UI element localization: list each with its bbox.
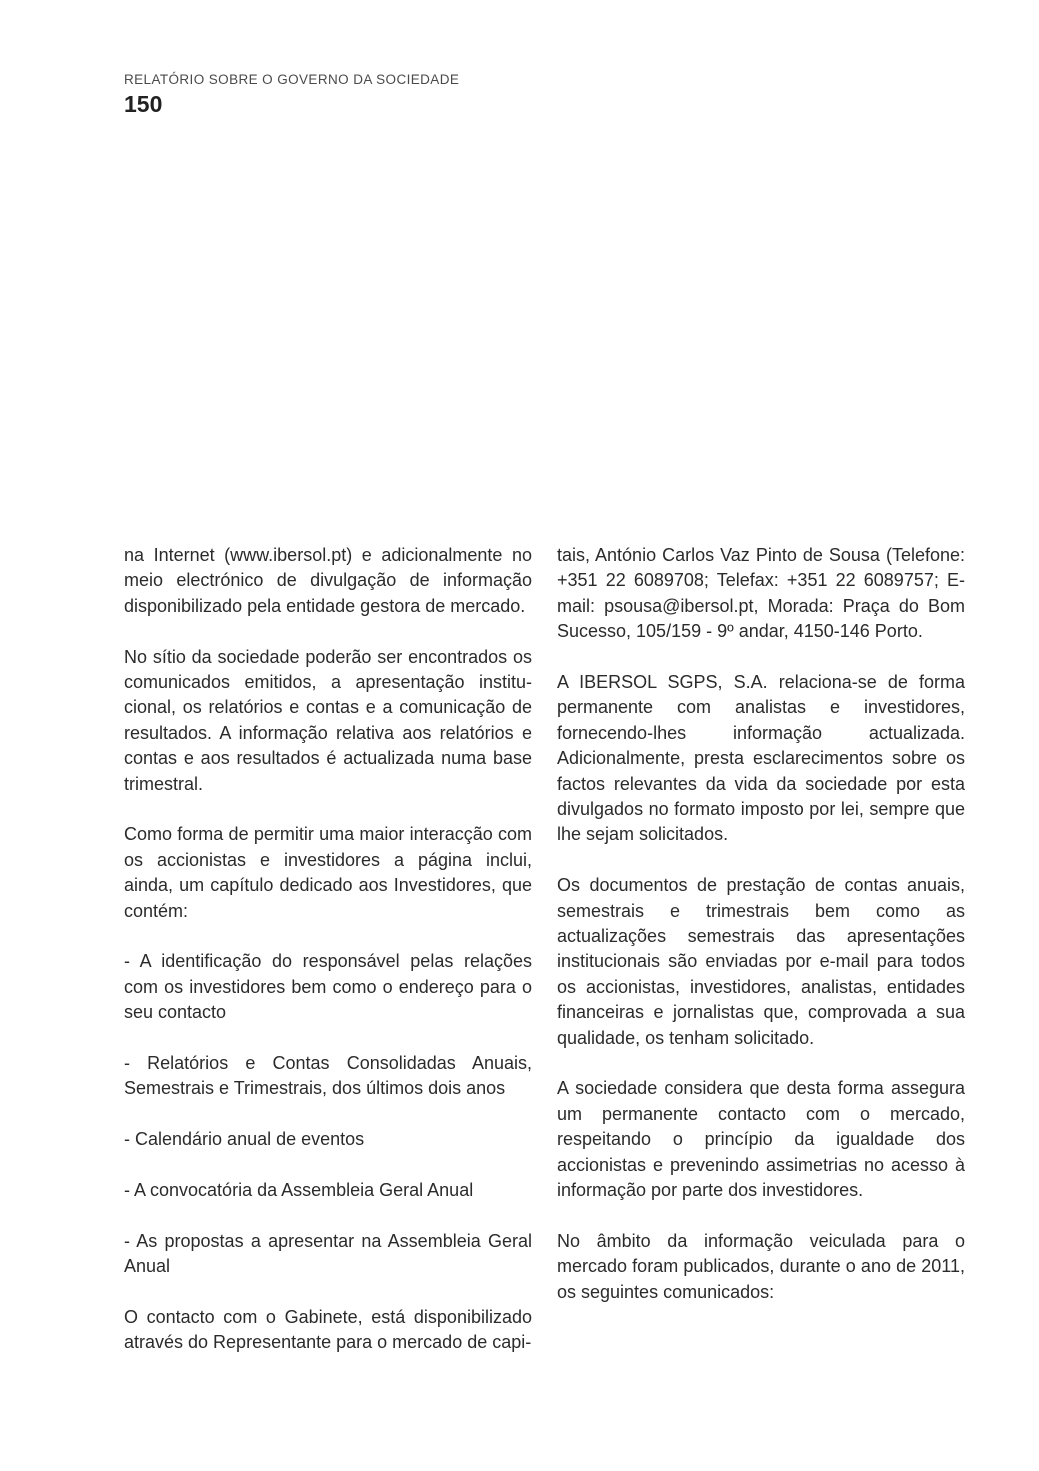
page-number: 150	[124, 91, 163, 117]
list-item: - As propostas a apresentar na Assembleia Geral Anual	[124, 1230, 532, 1277]
paragraph: No sítio da sociedade poderão ser encontrados os comunicados emitidos, a apresentação institu-cional, os relatórios e contas e a comunicação de resultados. A informação relativa aos relatórios e contas e aos resultados é actualizada numa base trimestral.	[124, 646, 532, 794]
paragraph: tais, António Carlos Vaz Pinto de Sousa (Telefone: +351 22 6089708; Telefax: +351 22 6089757; E-mail: psousa@ibersol.pt, Morada: Praça do Bom Sucesso, 105/159 - 9º andar, 4150-146 Porto.	[557, 545, 965, 642]
paragraph: A sociedade considera que desta forma assegura um permanente contacto com o mercado, respeitando o princípio da igualdade dos accionistas e prevenindo assimetrias no acesso à informação por parte dos investidores.	[557, 1078, 965, 1201]
paragraph: A IBERSOL SGPS, S.A. relaciona-se de forma permanente com analistas e investidores, fornecendo-lhes informação actualizada. Adicionalmente, presta esclarecimentos sobre os factos relevantes da vida da sociedade por esta divulgados no formato imposto por lei, sempre que lhe sejam solicitados.	[557, 672, 965, 845]
left-text-column	[124, 543, 532, 1356]
paragraph: No âmbito da informação veiculada para o mercado foram publicados, durante o ano de 2011, os seguintes comunicados:	[557, 1230, 965, 1302]
paragraph: Os documentos de prestação de contas anuais, semestrais e trimestrais bem como as actualizações semestrais das apresentações institucionais são enviadas por e-mail para todos os accionistas, investidores, analistas, entidades financeiras e jornalistas que, comprovada a sua qualidade, os tenham solicitado.	[557, 875, 965, 1048]
running-header-title: RELATÓRIO SOBRE O GOVERNO DA SOCIEDADE	[124, 72, 460, 87]
paragraph: O contacto com o Gabinete, está disponibilizado através do Representante para o mercado de capi-	[124, 1307, 532, 1353]
list-item: - A convocatória da Assembleia Geral Anual	[124, 1180, 474, 1201]
list-item: - Relatórios e Contas Consolidadas Anuais, Semestrais e Trimestrais, dos últimos dois anos	[124, 1053, 532, 1099]
list-item: - A identificação do responsável pelas relações com os investidores bem como o endereço para o seu contacto	[124, 951, 532, 1023]
right-text-column	[557, 543, 965, 1305]
paragraph: Como forma de permitir uma maior interacção com os accionistas e investidores a página inclui, ainda, um capítulo dedicado aos Investidores, que contém:	[124, 824, 532, 921]
list-item: - Calendário anual de eventos	[124, 1129, 365, 1150]
paragraph: na Internet (www.ibersol.pt) e adicionalmente no meio electrónico de divulgação de informação disponibilizado pela entidade gestora de mercado.	[124, 545, 532, 616]
